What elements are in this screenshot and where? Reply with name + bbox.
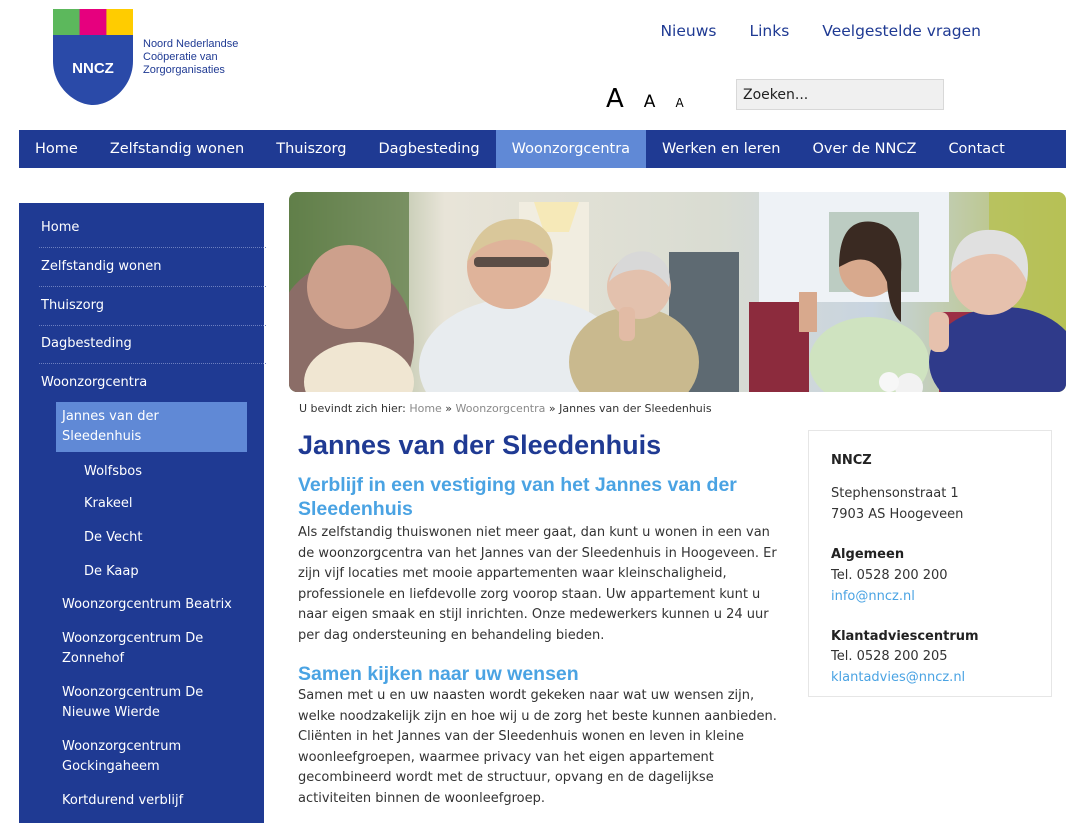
nav-werken-en-leren[interactable]: Werken en leren <box>662 141 781 157</box>
contact-general-heading: Algemeen <box>831 547 905 562</box>
top-link-nieuws[interactable]: Nieuws <box>660 22 717 40</box>
font-size-small-button[interactable]: A <box>675 96 684 110</box>
nav-thuiszorg[interactable]: Thuiszorg <box>276 141 347 157</box>
nncz-logo[interactable] <box>53 9 133 105</box>
sidebar-item-thuiszorg[interactable]: Thuiszorg <box>41 298 104 313</box>
sidebar-item-line: Woonzorgcentrum <box>62 739 182 754</box>
paragraph-verblijf: Als zelfstandig thuiswonen niet meer gaat, dan kunt u wonen in een van de woonzorgcentra van het Jannes van der Sleedenhuis in Hoogeveen. Er zijn vijf locaties met mooie appartementen waar kleinschaligheid, professionele en liefdevolle zorg voorop staan. Uw appartement kunt u naar eigen smaak en stijl inrichten. Onze medewerkers kunnen u 24 uur per dag ondersteuning en behandeling bieden. <box>298 525 777 643</box>
sidebar-item-nieuwe-wierde[interactable] <box>62 683 203 723</box>
sidebar-subitem-krakeel[interactable]: Krakeel <box>84 496 133 511</box>
sidebar-divider <box>39 247 266 248</box>
contact-general-phone: Tel. 0528 200 200 <box>831 568 948 583</box>
nav-woonzorgcentra[interactable]: Woonzorgcentra <box>496 130 646 168</box>
sidebar-item-line: Woonzorgcentrum De <box>62 631 204 646</box>
sidebar-item-line: Woonzorgcentrum De <box>62 685 204 700</box>
top-link-faq[interactable]: Veelgestelde vragen <box>822 22 981 40</box>
logo-magenta-block <box>80 9 107 35</box>
logo-green-block <box>53 9 80 35</box>
heading-line: Sleedenhuis <box>298 498 413 520</box>
sidebar <box>19 203 264 823</box>
sidebar-item-zelfstandig-wonen[interactable]: Zelfstandig wonen <box>41 259 162 274</box>
sidebar-subitem-de-vecht[interactable]: De Vecht <box>84 530 143 545</box>
sidebar-item-woonzorgcentra[interactable]: Woonzorgcentra <box>41 375 148 390</box>
logo-tagline <box>143 38 238 77</box>
contact-advice-heading: Klantadviescentrum <box>831 629 979 644</box>
nav-contact[interactable]: Contact <box>948 141 1005 157</box>
breadcrumb-separator: » <box>445 402 453 415</box>
sidebar-item-kortdurend[interactable] <box>62 791 183 811</box>
contact-card <box>808 430 1052 697</box>
font-size-controls <box>606 84 684 114</box>
nav-zelfstandig-wonen[interactable]: Zelfstandig wonen <box>109 141 245 157</box>
main-nav <box>19 130 1066 168</box>
tagline-line: Noord Nederlandse <box>143 38 239 50</box>
sidebar-item-gockingaheem[interactable] <box>62 737 181 777</box>
breadcrumb-current: Jannes van der Sleedenhuis <box>559 402 712 415</box>
nav-dagbesteding[interactable]: Dagbesteding <box>378 141 480 157</box>
breadcrumb-home[interactable]: Home <box>409 402 442 415</box>
hero-photo <box>289 192 1066 392</box>
sidebar-subitem-wolfsbos[interactable]: Wolfsbos <box>84 464 142 479</box>
paragraph-wensen: Samen met u en uw naasten wordt gekeken naar wat uw wensen zijn, welke noodzakelijk zijn en hoe wij u de zorg het beste kunnen aanbieden. Cliënten in het Jannes van der Sleedenhuis wonen en leven in kleine woonleefgroepen, waarmee privacy van het eigen appartement gecombineerd wordt met de structuur, opvang en de dagelijkse activiteiten binnen de woonleefgroep. <box>298 688 777 806</box>
logo-text: NNCZ <box>72 60 114 77</box>
font-size-large-button[interactable]: A <box>606 84 624 114</box>
sidebar-subitem-de-kaap[interactable]: De Kaap <box>84 564 139 579</box>
font-size-medium-button[interactable]: A <box>643 92 656 112</box>
sidebar-divider <box>39 325 266 326</box>
contact-city: 7903 AS Hoogeveen <box>831 507 964 522</box>
section-heading-wensen: Samen kijken naar uw wensen <box>298 663 579 685</box>
nav-home[interactable]: Home <box>35 141 78 157</box>
page-title: Jannes van der Sleedenhuis <box>298 430 662 460</box>
sidebar-item-line: Gockingaheem <box>62 759 160 774</box>
sidebar-divider <box>39 286 266 287</box>
sidebar-item-line: Woonzorgcentrum Beatrix <box>62 597 232 612</box>
section-heading-verblijf <box>298 473 768 521</box>
sidebar-active-line: Jannes van der <box>62 409 159 424</box>
logo-yellow-block <box>106 9 133 35</box>
breadcrumb <box>299 402 712 415</box>
tagline-line: Coöperatie van <box>143 51 218 63</box>
contact-general-email-link[interactable]: info@nncz.nl <box>831 589 915 604</box>
sidebar-item-line: Kortdurend verblijf <box>62 793 184 808</box>
sidebar-item-line: Nieuwe Wierde <box>62 705 160 720</box>
breadcrumb-separator: » <box>548 402 556 415</box>
sidebar-active-line: Sleedenhuis <box>62 429 142 444</box>
sidebar-item-home[interactable]: Home <box>41 220 80 235</box>
contact-name: NNCZ <box>831 453 872 468</box>
breadcrumb-prefix: U bevindt zich hier: <box>299 402 406 415</box>
search-input[interactable] <box>736 79 944 110</box>
nav-over-de-nncz[interactable]: Over de NNCZ <box>812 141 917 157</box>
contact-advice-email-link[interactable]: klantadvies@nncz.nl <box>831 670 966 685</box>
top-links <box>660 22 981 40</box>
sidebar-active-label <box>62 407 159 447</box>
heading-line: Verblijf in een vestiging van het Jannes van der <box>298 474 737 496</box>
sidebar-item-beatrix[interactable] <box>62 595 232 615</box>
contact-advice-phone: Tel. 0528 200 205 <box>831 649 948 664</box>
sidebar-divider <box>39 363 266 364</box>
contact-street: Stephensonstraat 1 <box>831 486 959 501</box>
sidebar-item-zonnehof[interactable] <box>62 629 203 669</box>
sidebar-item-dagbesteding[interactable]: Dagbesteding <box>41 336 132 351</box>
tagline-line: Zorgorganisaties <box>143 64 225 76</box>
breadcrumb-section[interactable]: Woonzorgcentra <box>455 402 546 415</box>
sidebar-item-line: Zonnehof <box>62 651 125 666</box>
top-link-links[interactable]: Links <box>749 22 790 40</box>
